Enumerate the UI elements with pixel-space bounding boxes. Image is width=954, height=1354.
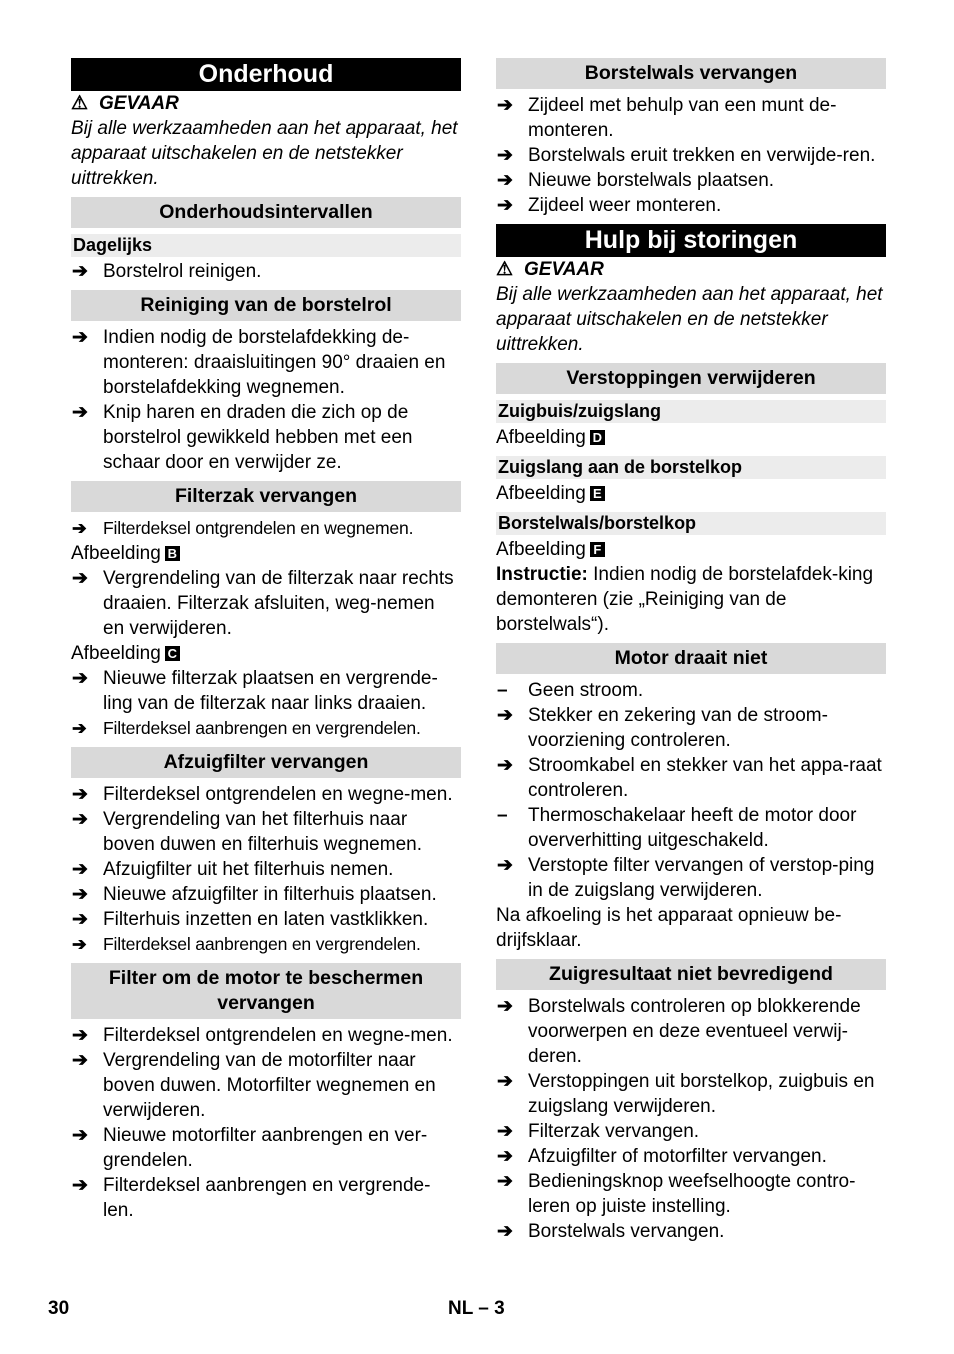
step: ➔ Borstelwals controleren op blokkerende voorwerpen en deze eventueel verwij-deren. (497, 996, 861, 1067)
figure-b-badge: B (165, 546, 180, 561)
step: ➔ Vergrendeling van de filterzak naar rechts draaien. Filterzak afsluiten, weg-nemen en verwijderen. (72, 568, 454, 639)
step: ➔ Filterdeksel ontgrendelen en wegnemen. (71, 516, 461, 541)
arrow-icon: ➔ (72, 568, 88, 589)
step: ➔ Afzuigfilter uit het filterhuis nemen. (72, 859, 394, 880)
arrow-icon: ➔ (497, 855, 513, 876)
arrow-icon: ➔ (497, 145, 513, 166)
step: ➔ Verstoppingen uit borstelkop, zuigbuis en zuigslang verwijderen. (497, 1071, 875, 1117)
step: ➔ Indien nodig de borstelafdekking de-monteren: draaisluitingen 90° draaien en borstelafdekking wegnemen. (72, 327, 446, 398)
arrow-icon: ➔ (72, 1175, 88, 1196)
page-number: 30 (48, 1298, 70, 1319)
step: ➔ Filterdeksel ontgrendelen en wegne-men. (72, 784, 453, 805)
dash-icon: – (497, 680, 508, 701)
language-page-label: NL – 3 (448, 1298, 505, 1319)
figure-reference: Afbeelding F (496, 537, 886, 562)
arrow-icon: ➔ (72, 1050, 88, 1071)
step: ➔ Afzuigfilter of motorfilter vervangen. (497, 1146, 827, 1167)
step: ➔ Knip haren en draden die zich op de borstelrol gewikkeld hebben met een schaar door en verwijder ze. (72, 402, 413, 473)
arrow-icon: ➔ (497, 1146, 513, 1167)
step: ➔ Borstelwals eruit trekken en verwijde-ren. (497, 145, 876, 166)
arrow-icon: ➔ (497, 755, 513, 776)
arrow-icon: ➔ (72, 518, 87, 538)
step: ➔ Filterzak vervangen. (497, 1121, 700, 1142)
step: ➔ Stroomkabel en stekker van het appa-raat controleren. (497, 755, 882, 801)
arrow-icon: ➔ (72, 1025, 88, 1046)
step: ➔ Bedieningsknop weefselhoogte contro-leren op juiste instelling. (497, 1171, 856, 1217)
figure-e-badge: E (590, 486, 605, 501)
dash-icon: – (497, 805, 508, 826)
heading-brushroll-cleaning: Reiniging van de borstelrol (71, 290, 461, 321)
danger-warning-label: ⚠ GEVAAR (71, 93, 179, 114)
arrow-icon: ➔ (497, 1121, 513, 1142)
motor-note: Na afkoeling is het apparaat opnieuw be-drijfsklaar. (496, 905, 842, 951)
arrow-icon: ➔ (497, 195, 513, 216)
arrow-icon: ➔ (497, 1171, 513, 1192)
heading-maintenance-intervals: Onderhoudsintervallen (71, 197, 461, 228)
arrow-icon: ➔ (72, 909, 88, 930)
heading-suction-unsatisfactory: Zuigresultaat niet bevredigend (496, 959, 886, 990)
heading-brushroll-replace: Borstelwals vervangen (496, 58, 886, 89)
step: ➔ Nieuwe borstelwals plaatsen. (497, 170, 775, 191)
danger-warning-text: Bij alle werkzaamheden aan het apparaat, het apparaat uitschakelen en de netstekker uittrekken. (71, 118, 458, 189)
step: ➔ Filterhuis inzetten en laten vastklikken. (72, 909, 429, 930)
step: ➔ Filterdeksel aanbrengen en vergrendelen. (71, 716, 461, 741)
step: – Geen stroom. (497, 680, 644, 701)
section-title-maintenance: Onderhoud (71, 58, 461, 91)
step: ➔ Vergrendeling van de motorfilter naar boven duwen. Motorfilter wegnemen en verwijderen. (72, 1050, 436, 1121)
section-title-troubleshooting: Hulp bij storingen (496, 224, 886, 257)
heading-exhaust-filter: Afzuigfilter vervangen (71, 747, 461, 778)
right-column (496, 58, 886, 1244)
figure-reference: Afbeelding C (71, 641, 461, 666)
heading-daily: Dagelijks (71, 234, 461, 257)
arrow-icon: ➔ (72, 402, 88, 423)
step: ➔ Filterdeksel aanbrengen en vergrende-len. (72, 1175, 431, 1221)
figure-reference: Afbeelding E (496, 481, 886, 506)
warning-triangle-icon: ⚠ (71, 93, 89, 114)
step: ➔ Nieuwe motorfilter aanbrengen en ver-grendelen. (72, 1125, 428, 1171)
warning-triangle-icon: ⚠ (496, 259, 514, 280)
arrow-icon: ➔ (72, 327, 88, 348)
arrow-icon: ➔ (72, 668, 88, 689)
arrow-icon: ➔ (72, 261, 88, 282)
figure-reference: Afbeelding B (71, 541, 461, 566)
heading-remove-clogs: Verstoppingen verwijderen (496, 363, 886, 394)
step: ➔ Borstelwals vervangen. (497, 1221, 725, 1242)
arrow-icon: ➔ (497, 1221, 513, 1242)
step: – Thermoschakelaar heeft de motor door oververhitting uitgeschakeld. (497, 805, 857, 851)
arrow-icon: ➔ (497, 95, 513, 116)
danger-warning-label: ⚠ GEVAAR (496, 259, 604, 280)
arrow-icon: ➔ (72, 809, 88, 830)
arrow-icon: ➔ (72, 784, 88, 805)
step: ➔ Nieuwe afzuigfilter in filterhuis plaatsen. (72, 884, 437, 905)
step: ➔ Filterdeksel ontgrendelen en wegne-men. (72, 1025, 453, 1046)
arrow-icon: ➔ (72, 859, 88, 880)
step: ➔ Borstelrol reinigen. (72, 261, 262, 282)
step: ➔ Stekker en zekering van de stroom-voorziening controleren. (497, 705, 828, 751)
arrow-icon: ➔ (72, 718, 87, 738)
heading-brushroll-brushhead: Borstelwals/borstelkop (496, 512, 886, 535)
figure-f-badge: F (590, 542, 605, 557)
arrow-icon: ➔ (72, 884, 88, 905)
figure-c-badge: C (165, 646, 180, 661)
step: ➔ Nieuwe filterzak plaatsen en vergrende-ling van de filterzak naar links draaien. (72, 668, 438, 714)
heading-motor-filter: Filter om de motor te beschermen vervangen (71, 963, 461, 1019)
step: ➔ Zijdeel weer monteren. (497, 195, 722, 216)
heading-filterbag-replace: Filterzak vervangen (71, 481, 461, 512)
step: ➔ Vergrendeling van het filterhuis naar boven duwen en filterhuis wegnemen. (72, 809, 422, 855)
arrow-icon: ➔ (72, 934, 87, 954)
instruction-note: Instructie: Indien nodig de borstelafdek-king demonteren (zie „Reiniging van de borstelwals“). (496, 564, 874, 635)
step: ➔ Verstopte filter vervangen of verstop-ping in de zuigslang verwijderen. (497, 855, 875, 901)
left-column (71, 58, 461, 1223)
danger-warning-text: Bij alle werkzaamheden aan het apparaat, het apparaat uitschakelen en de netstekker uittrekken. (496, 284, 883, 355)
figure-d-badge: D (590, 430, 605, 445)
arrow-icon: ➔ (497, 1071, 513, 1092)
arrow-icon: ➔ (497, 996, 513, 1017)
arrow-icon: ➔ (497, 170, 513, 191)
arrow-icon: ➔ (72, 1125, 88, 1146)
step: ➔ Filterdeksel aanbrengen en vergrendelen. (71, 932, 461, 957)
step: ➔ Zijdeel met behulp van een munt de-monteren. (497, 95, 837, 141)
arrow-icon: ➔ (497, 705, 513, 726)
heading-motor-not-running: Motor draait niet (496, 643, 886, 674)
heading-suction-tube-hose: Zuigbuis/zuigslang (496, 400, 886, 423)
figure-reference: Afbeelding D (496, 425, 886, 450)
heading-hose-brushhead: Zuigslang aan de borstelkop (496, 456, 886, 479)
